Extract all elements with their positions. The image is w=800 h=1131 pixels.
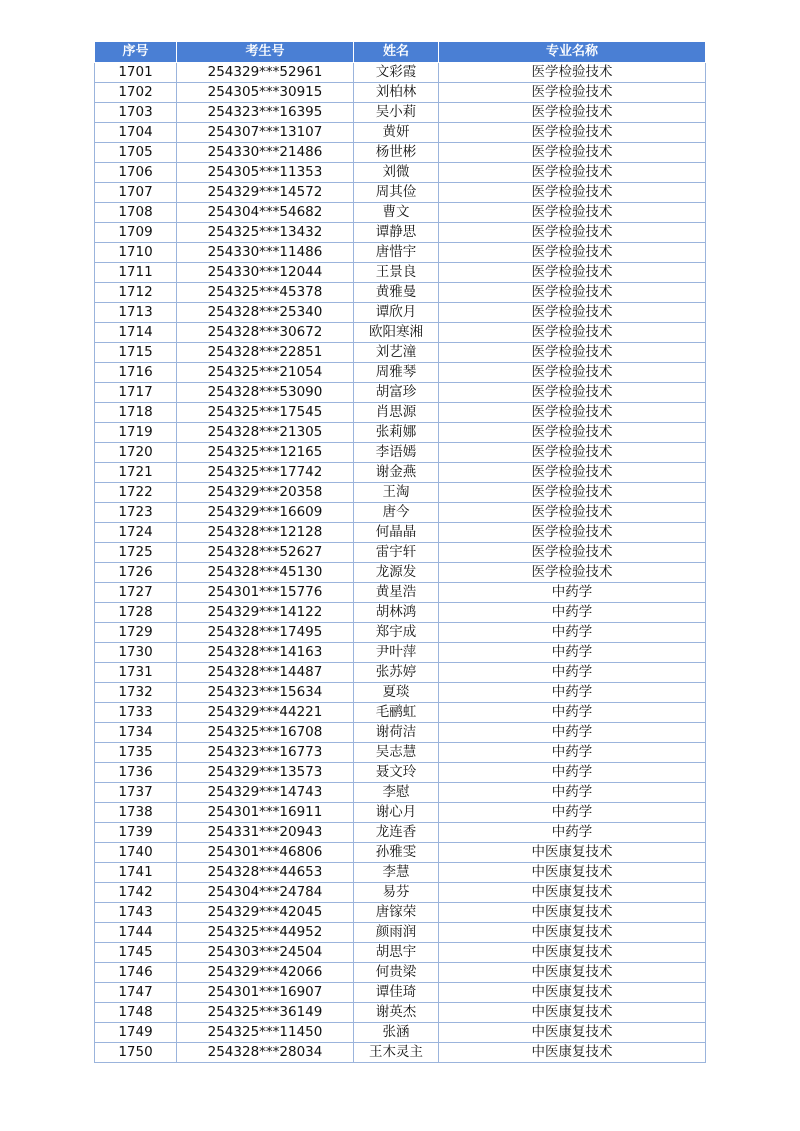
table-row [95, 843, 706, 863]
cell-major: 医学检验技术 [439, 183, 706, 203]
table-row [95, 423, 706, 443]
cell-major: 医学检验技术 [439, 103, 706, 123]
cell-name: 杨世彬 [354, 143, 439, 163]
cell-name: 郑宇成 [354, 623, 439, 643]
cell-exam-no: 254328***53090 [177, 383, 354, 403]
cell-major: 中药学 [439, 663, 706, 683]
table-row [95, 303, 706, 323]
cell-major: 中药学 [439, 763, 706, 783]
cell-exam-no: 254301***15776 [177, 583, 354, 603]
cell-major: 医学检验技术 [439, 243, 706, 263]
cell-major: 医学检验技术 [439, 203, 706, 223]
cell-name: 颜雨润 [354, 923, 439, 943]
cell-name: 何晶晶 [354, 523, 439, 543]
cell-seq: 1709 [95, 223, 177, 243]
cell-exam-no: 254329***14743 [177, 783, 354, 803]
cell-name: 文彩霞 [354, 63, 439, 83]
cell-exam-no: 254330***21486 [177, 143, 354, 163]
cell-seq: 1741 [95, 863, 177, 883]
table-row [95, 143, 706, 163]
cell-seq: 1716 [95, 363, 177, 383]
cell-name: 谭欣月 [354, 303, 439, 323]
cell-major: 医学检验技术 [439, 323, 706, 343]
table-row [95, 223, 706, 243]
cell-major: 医学检验技术 [439, 263, 706, 283]
cell-seq: 1722 [95, 483, 177, 503]
cell-major: 中药学 [439, 743, 706, 763]
cell-exam-no: 254330***12044 [177, 263, 354, 283]
table-row [95, 903, 706, 923]
table-row [95, 663, 706, 683]
cell-exam-no: 254304***54682 [177, 203, 354, 223]
cell-name: 曹文 [354, 203, 439, 223]
cell-exam-no: 254328***30672 [177, 323, 354, 343]
cell-name: 王景良 [354, 263, 439, 283]
cell-major: 中药学 [439, 703, 706, 723]
cell-seq: 1734 [95, 723, 177, 743]
cell-seq: 1717 [95, 383, 177, 403]
cell-name: 刘柏林 [354, 83, 439, 103]
cell-exam-no: 254329***14572 [177, 183, 354, 203]
cell-name: 黄雅曼 [354, 283, 439, 303]
cell-seq: 1721 [95, 463, 177, 483]
cell-exam-no: 254329***42066 [177, 963, 354, 983]
cell-seq: 1710 [95, 243, 177, 263]
table-row [95, 583, 706, 603]
cell-major: 中医康复技术 [439, 843, 706, 863]
cell-name: 黄妍 [354, 123, 439, 143]
cell-major: 医学检验技术 [439, 363, 706, 383]
table-row [95, 1003, 706, 1023]
cell-exam-no: 254328***17495 [177, 623, 354, 643]
cell-name: 李语嫣 [354, 443, 439, 463]
cell-exam-no: 254325***44952 [177, 923, 354, 943]
cell-exam-no: 254325***36149 [177, 1003, 354, 1023]
table-row [95, 983, 706, 1003]
cell-name: 孙雅雯 [354, 843, 439, 863]
cell-major: 医学检验技术 [439, 423, 706, 443]
cell-exam-no: 254329***44221 [177, 703, 354, 723]
cell-major: 医学检验技术 [439, 383, 706, 403]
cell-major: 医学检验技术 [439, 463, 706, 483]
cell-seq: 1737 [95, 783, 177, 803]
table-row [95, 363, 706, 383]
cell-major: 中药学 [439, 783, 706, 803]
cell-seq: 1745 [95, 943, 177, 963]
cell-major: 医学检验技术 [439, 83, 706, 103]
cell-major: 中医康复技术 [439, 1043, 706, 1063]
cell-exam-no: 254329***20358 [177, 483, 354, 503]
cell-name: 唐镓荣 [354, 903, 439, 923]
table-row [95, 543, 706, 563]
cell-major: 医学检验技术 [439, 283, 706, 303]
cell-seq: 1738 [95, 803, 177, 823]
cell-name: 谢金燕 [354, 463, 439, 483]
cell-major: 医学检验技术 [439, 163, 706, 183]
table-row [95, 123, 706, 143]
cell-exam-no: 254325***13432 [177, 223, 354, 243]
cell-seq: 1736 [95, 763, 177, 783]
table-row [95, 83, 706, 103]
cell-seq: 1706 [95, 163, 177, 183]
cell-name: 龙源发 [354, 563, 439, 583]
roster-table [94, 41, 706, 1063]
cell-major: 医学检验技术 [439, 483, 706, 503]
cell-name: 张莉娜 [354, 423, 439, 443]
cell-major: 中医康复技术 [439, 943, 706, 963]
cell-name: 唐惜宇 [354, 243, 439, 263]
cell-major: 医学检验技术 [439, 343, 706, 363]
cell-name: 周其俭 [354, 183, 439, 203]
cell-seq: 1750 [95, 1043, 177, 1063]
cell-name: 刘微 [354, 163, 439, 183]
cell-seq: 1740 [95, 843, 177, 863]
cell-seq: 1735 [95, 743, 177, 763]
table-row [95, 743, 706, 763]
cell-name: 张苏婷 [354, 663, 439, 683]
table-row [95, 923, 706, 943]
cell-exam-no: 254329***42045 [177, 903, 354, 923]
cell-name: 夏琰 [354, 683, 439, 703]
cell-exam-no: 254307***13107 [177, 123, 354, 143]
cell-seq: 1733 [95, 703, 177, 723]
table-row [95, 383, 706, 403]
cell-major: 医学检验技术 [439, 63, 706, 83]
cell-name: 谭佳琦 [354, 983, 439, 1003]
table-row [95, 263, 706, 283]
cell-exam-no: 254330***11486 [177, 243, 354, 263]
cell-seq: 1727 [95, 583, 177, 603]
cell-seq: 1701 [95, 63, 177, 83]
cell-major: 中药学 [439, 583, 706, 603]
cell-seq: 1720 [95, 443, 177, 463]
cell-major: 中医康复技术 [439, 923, 706, 943]
table-row [95, 523, 706, 543]
table-row [95, 763, 706, 783]
cell-seq: 1730 [95, 643, 177, 663]
cell-exam-no: 254305***11353 [177, 163, 354, 183]
header-exam-no: 考生号 [177, 42, 354, 63]
cell-exam-no: 254328***14163 [177, 643, 354, 663]
cell-exam-no: 254325***45378 [177, 283, 354, 303]
cell-seq: 1732 [95, 683, 177, 703]
cell-seq: 1729 [95, 623, 177, 643]
cell-seq: 1747 [95, 983, 177, 1003]
cell-major: 医学检验技术 [439, 503, 706, 523]
table-row [95, 103, 706, 123]
cell-seq: 1714 [95, 323, 177, 343]
cell-exam-no: 254328***14487 [177, 663, 354, 683]
cell-exam-no: 254328***12128 [177, 523, 354, 543]
table-row [95, 203, 706, 223]
header-major: 专业名称 [439, 42, 706, 63]
table-row [95, 803, 706, 823]
cell-major: 中药学 [439, 643, 706, 663]
cell-name: 张涵 [354, 1023, 439, 1043]
cell-exam-no: 254329***14122 [177, 603, 354, 623]
cell-seq: 1726 [95, 563, 177, 583]
table-row [95, 823, 706, 843]
cell-exam-no: 254323***15634 [177, 683, 354, 703]
cell-major: 中医康复技术 [439, 883, 706, 903]
cell-major: 中医康复技术 [439, 983, 706, 1003]
cell-major: 医学检验技术 [439, 303, 706, 323]
cell-seq: 1708 [95, 203, 177, 223]
cell-major: 中药学 [439, 623, 706, 643]
cell-seq: 1728 [95, 603, 177, 623]
cell-major: 医学检验技术 [439, 403, 706, 423]
cell-name: 谢荷洁 [354, 723, 439, 743]
table-row [95, 403, 706, 423]
cell-exam-no: 254328***44653 [177, 863, 354, 883]
cell-exam-no: 254325***17545 [177, 403, 354, 423]
cell-exam-no: 254328***45130 [177, 563, 354, 583]
cell-name: 王木灵主 [354, 1043, 439, 1063]
cell-seq: 1715 [95, 343, 177, 363]
table-row [95, 783, 706, 803]
cell-exam-no: 254325***12165 [177, 443, 354, 463]
cell-exam-no: 254328***25340 [177, 303, 354, 323]
cell-seq: 1719 [95, 423, 177, 443]
header-seq: 序号 [95, 42, 177, 63]
cell-name: 胡富珍 [354, 383, 439, 403]
cell-major: 中医康复技术 [439, 903, 706, 923]
table-row [95, 623, 706, 643]
cell-major: 医学检验技术 [439, 523, 706, 543]
cell-name: 易芬 [354, 883, 439, 903]
table-row [95, 703, 706, 723]
cell-seq: 1743 [95, 903, 177, 923]
cell-exam-no: 254325***11450 [177, 1023, 354, 1043]
cell-major: 中医康复技术 [439, 863, 706, 883]
table-row [95, 343, 706, 363]
cell-major: 中医康复技术 [439, 1023, 706, 1043]
cell-exam-no: 254305***30915 [177, 83, 354, 103]
table-row [95, 503, 706, 523]
cell-name: 胡思宇 [354, 943, 439, 963]
cell-seq: 1707 [95, 183, 177, 203]
cell-name: 肖思源 [354, 403, 439, 423]
cell-seq: 1712 [95, 283, 177, 303]
table-row [95, 483, 706, 503]
table-row [95, 1023, 706, 1043]
table-row [95, 1043, 706, 1063]
cell-exam-no: 254301***16907 [177, 983, 354, 1003]
cell-name: 李慧 [354, 863, 439, 883]
cell-name: 周雅琴 [354, 363, 439, 383]
cell-major: 中药学 [439, 683, 706, 703]
cell-major: 中药学 [439, 803, 706, 823]
cell-seq: 1704 [95, 123, 177, 143]
cell-seq: 1725 [95, 543, 177, 563]
cell-exam-no: 254328***21305 [177, 423, 354, 443]
cell-exam-no: 254325***17742 [177, 463, 354, 483]
cell-exam-no: 254329***16609 [177, 503, 354, 523]
cell-name: 谢心月 [354, 803, 439, 823]
table-row [95, 883, 706, 903]
cell-major: 医学检验技术 [439, 543, 706, 563]
table-row [95, 283, 706, 303]
cell-major: 医学检验技术 [439, 563, 706, 583]
cell-name: 刘艺潼 [354, 343, 439, 363]
cell-seq: 1705 [95, 143, 177, 163]
cell-major: 医学检验技术 [439, 123, 706, 143]
cell-seq: 1748 [95, 1003, 177, 1023]
table-row [95, 243, 706, 263]
cell-seq: 1713 [95, 303, 177, 323]
cell-major: 中药学 [439, 823, 706, 843]
cell-exam-no: 254325***21054 [177, 363, 354, 383]
cell-seq: 1739 [95, 823, 177, 843]
table-row [95, 463, 706, 483]
cell-seq: 1718 [95, 403, 177, 423]
table-header [95, 42, 706, 63]
cell-major: 医学检验技术 [439, 223, 706, 243]
cell-name: 黄星浩 [354, 583, 439, 603]
cell-exam-no: 254325***16708 [177, 723, 354, 743]
header-name: 姓名 [354, 42, 439, 63]
header-row [95, 42, 706, 63]
table-row [95, 163, 706, 183]
cell-seq: 1742 [95, 883, 177, 903]
cell-seq: 1711 [95, 263, 177, 283]
cell-exam-no: 254301***46806 [177, 843, 354, 863]
cell-seq: 1749 [95, 1023, 177, 1043]
cell-major: 医学检验技术 [439, 143, 706, 163]
table-row [95, 63, 706, 83]
table-row [95, 603, 706, 623]
cell-major: 医学检验技术 [439, 443, 706, 463]
table-row [95, 643, 706, 663]
table-row [95, 563, 706, 583]
table-row [95, 183, 706, 203]
cell-seq: 1746 [95, 963, 177, 983]
cell-name: 胡林鸿 [354, 603, 439, 623]
cell-exam-no: 254329***13573 [177, 763, 354, 783]
cell-name: 唐今 [354, 503, 439, 523]
cell-name: 王淘 [354, 483, 439, 503]
cell-exam-no: 254329***52961 [177, 63, 354, 83]
cell-exam-no: 254328***28034 [177, 1043, 354, 1063]
cell-name: 何贵梁 [354, 963, 439, 983]
cell-major: 中药学 [439, 723, 706, 743]
cell-seq: 1724 [95, 523, 177, 543]
cell-name: 欧阳寒湘 [354, 323, 439, 343]
cell-exam-no: 254328***22851 [177, 343, 354, 363]
table-row [95, 963, 706, 983]
cell-exam-no: 254303***24504 [177, 943, 354, 963]
table-row [95, 323, 706, 343]
table-row [95, 723, 706, 743]
table-row [95, 683, 706, 703]
cell-seq: 1744 [95, 923, 177, 943]
table-row [95, 443, 706, 463]
cell-name: 尹叶萍 [354, 643, 439, 663]
cell-name: 聂文玲 [354, 763, 439, 783]
cell-exam-no: 254323***16773 [177, 743, 354, 763]
cell-seq: 1703 [95, 103, 177, 123]
cell-name: 龙连香 [354, 823, 439, 843]
cell-seq: 1723 [95, 503, 177, 523]
cell-exam-no: 254301***16911 [177, 803, 354, 823]
cell-major: 中医康复技术 [439, 963, 706, 983]
cell-name: 雷宇轩 [354, 543, 439, 563]
cell-major: 中医康复技术 [439, 1003, 706, 1023]
table-row [95, 943, 706, 963]
cell-name: 吴志慧 [354, 743, 439, 763]
cell-major: 中药学 [439, 603, 706, 623]
cell-exam-no: 254323***16395 [177, 103, 354, 123]
table-row [95, 863, 706, 883]
cell-seq: 1731 [95, 663, 177, 683]
table-body [95, 63, 706, 1063]
cell-exam-no: 254304***24784 [177, 883, 354, 903]
cell-name: 吴小莉 [354, 103, 439, 123]
cell-exam-no: 254331***20943 [177, 823, 354, 843]
cell-name: 李慰 [354, 783, 439, 803]
cell-name: 谭静思 [354, 223, 439, 243]
cell-name: 毛鹂虹 [354, 703, 439, 723]
cell-seq: 1702 [95, 83, 177, 103]
cell-exam-no: 254328***52627 [177, 543, 354, 563]
cell-name: 谢英杰 [354, 1003, 439, 1023]
